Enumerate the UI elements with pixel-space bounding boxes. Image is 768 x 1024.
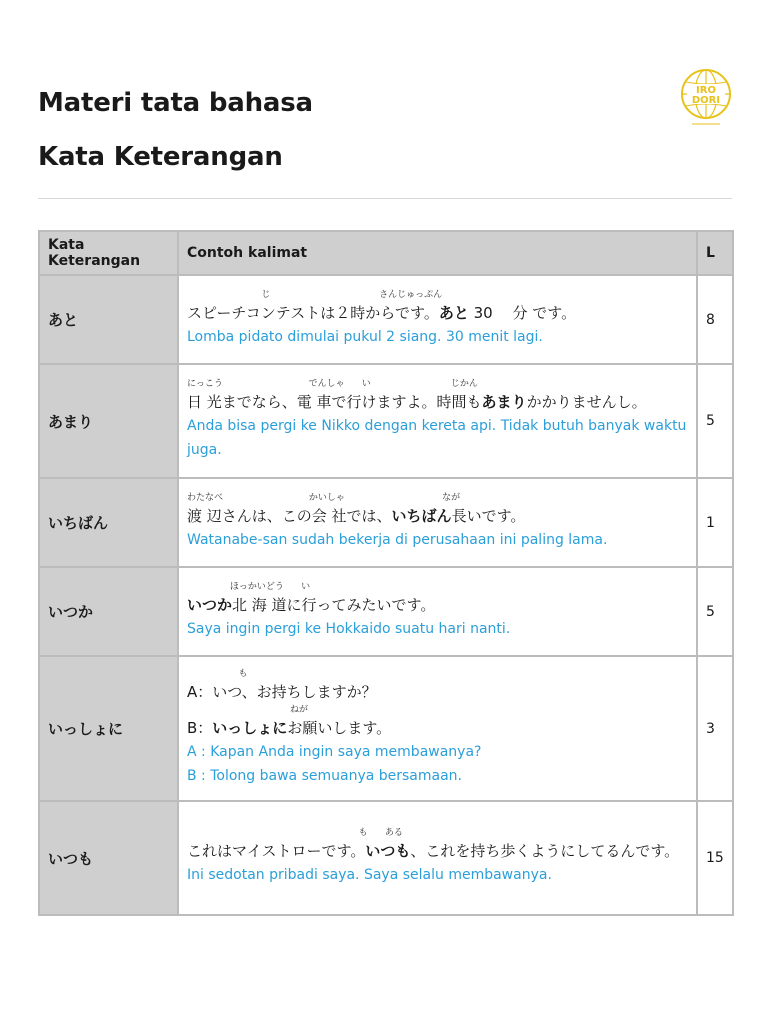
adverb-cell: あと xyxy=(39,275,178,364)
japanese-sentence: 日 光までなら、電 車で行けますよ。時間もあまりかかりませんし。 xyxy=(187,393,647,411)
table-row xyxy=(39,364,733,478)
adverb-cell: いつも xyxy=(39,801,178,915)
furigana: も xyxy=(187,668,248,679)
translation: B : Tolong bawa semuanya bersamaan. xyxy=(187,767,463,784)
furigana: も ある xyxy=(187,828,403,838)
column-header-example: Contoh kalimat xyxy=(178,231,697,275)
level-cell: 8 xyxy=(697,275,733,364)
japanese-sentence: A：いつ、お持ちしますか？ xyxy=(187,682,377,701)
table-row xyxy=(39,656,733,801)
page-title: Materi tata bahasa xyxy=(38,88,313,118)
level-cell: 5 xyxy=(697,567,733,656)
translation: A : Kapan Anda ingin saya membawanya? xyxy=(187,743,482,760)
level-cell: 3 xyxy=(697,656,733,801)
adverb-cell: いつか xyxy=(39,567,178,656)
example-cell xyxy=(178,478,697,567)
japanese-sentence: いつか北 海 道に行ってみたいです。 xyxy=(187,595,436,614)
japanese-sentence: スピーチコンテストは２時からです。あと 30 分 です。 xyxy=(187,303,577,322)
page-subtitle: Kata Keterangan xyxy=(38,142,283,172)
translation: Saya ingin pergi ke Hokkaido suatu hari nanti. xyxy=(187,620,511,637)
level-cell: 1 xyxy=(697,478,733,567)
level-cell: 15 xyxy=(697,801,733,915)
example-cell xyxy=(178,801,697,915)
furigana: ほっかいどう い xyxy=(187,581,311,592)
logo-text-top: IRO xyxy=(696,85,716,96)
adverb-cell: あまり xyxy=(39,364,178,478)
table-row xyxy=(39,801,733,915)
furigana: じ さんじゅっぷん xyxy=(187,289,443,300)
translation: Ini sedotan pribadi saya. Saya selalu membawanya. xyxy=(187,867,552,883)
table-row xyxy=(39,275,733,364)
irodori-logo xyxy=(678,68,734,130)
translation: Watanabe-san sudah bekerja di perusahaan ini paling lama. xyxy=(187,531,608,548)
furigana: にっこう でんしゃ い じかん xyxy=(187,379,478,389)
example-cell xyxy=(178,364,697,478)
column-header-level: L xyxy=(697,231,733,275)
table-row xyxy=(39,478,733,567)
furigana: ねが xyxy=(187,704,308,715)
translation: Anda bisa pergi ke Nikko dengan kereta api. Tidak butuh banyak waktu juga. xyxy=(187,418,687,458)
example-cell xyxy=(178,656,697,801)
adverb-cell: いっしょに xyxy=(39,656,178,801)
japanese-sentence: これはマイストローです。いつも、これを持ち歩くようにしてるんです。 xyxy=(187,842,680,860)
japanese-sentence: B：いっしょにお願いします。 xyxy=(187,718,392,737)
divider xyxy=(38,198,732,199)
japanese-sentence: 渡 辺さんは、この会 社では、いちばん長いです。 xyxy=(187,506,526,525)
column-header-adverb: Kata Keterangan xyxy=(39,231,178,275)
logo-text-bottom: DORI xyxy=(691,95,721,106)
furigana: わたなべ かいしゃ なが xyxy=(187,492,461,503)
grammar-table xyxy=(38,230,734,916)
level-cell: 5 xyxy=(697,364,733,478)
translation: Lomba pidato dimulai pukul 2 siang. 30 menit lagi. xyxy=(187,328,543,345)
example-cell xyxy=(178,567,697,656)
table-header-row xyxy=(39,231,733,275)
table-row xyxy=(39,567,733,656)
adverb-cell: いちばん xyxy=(39,478,178,567)
example-cell xyxy=(178,275,697,364)
